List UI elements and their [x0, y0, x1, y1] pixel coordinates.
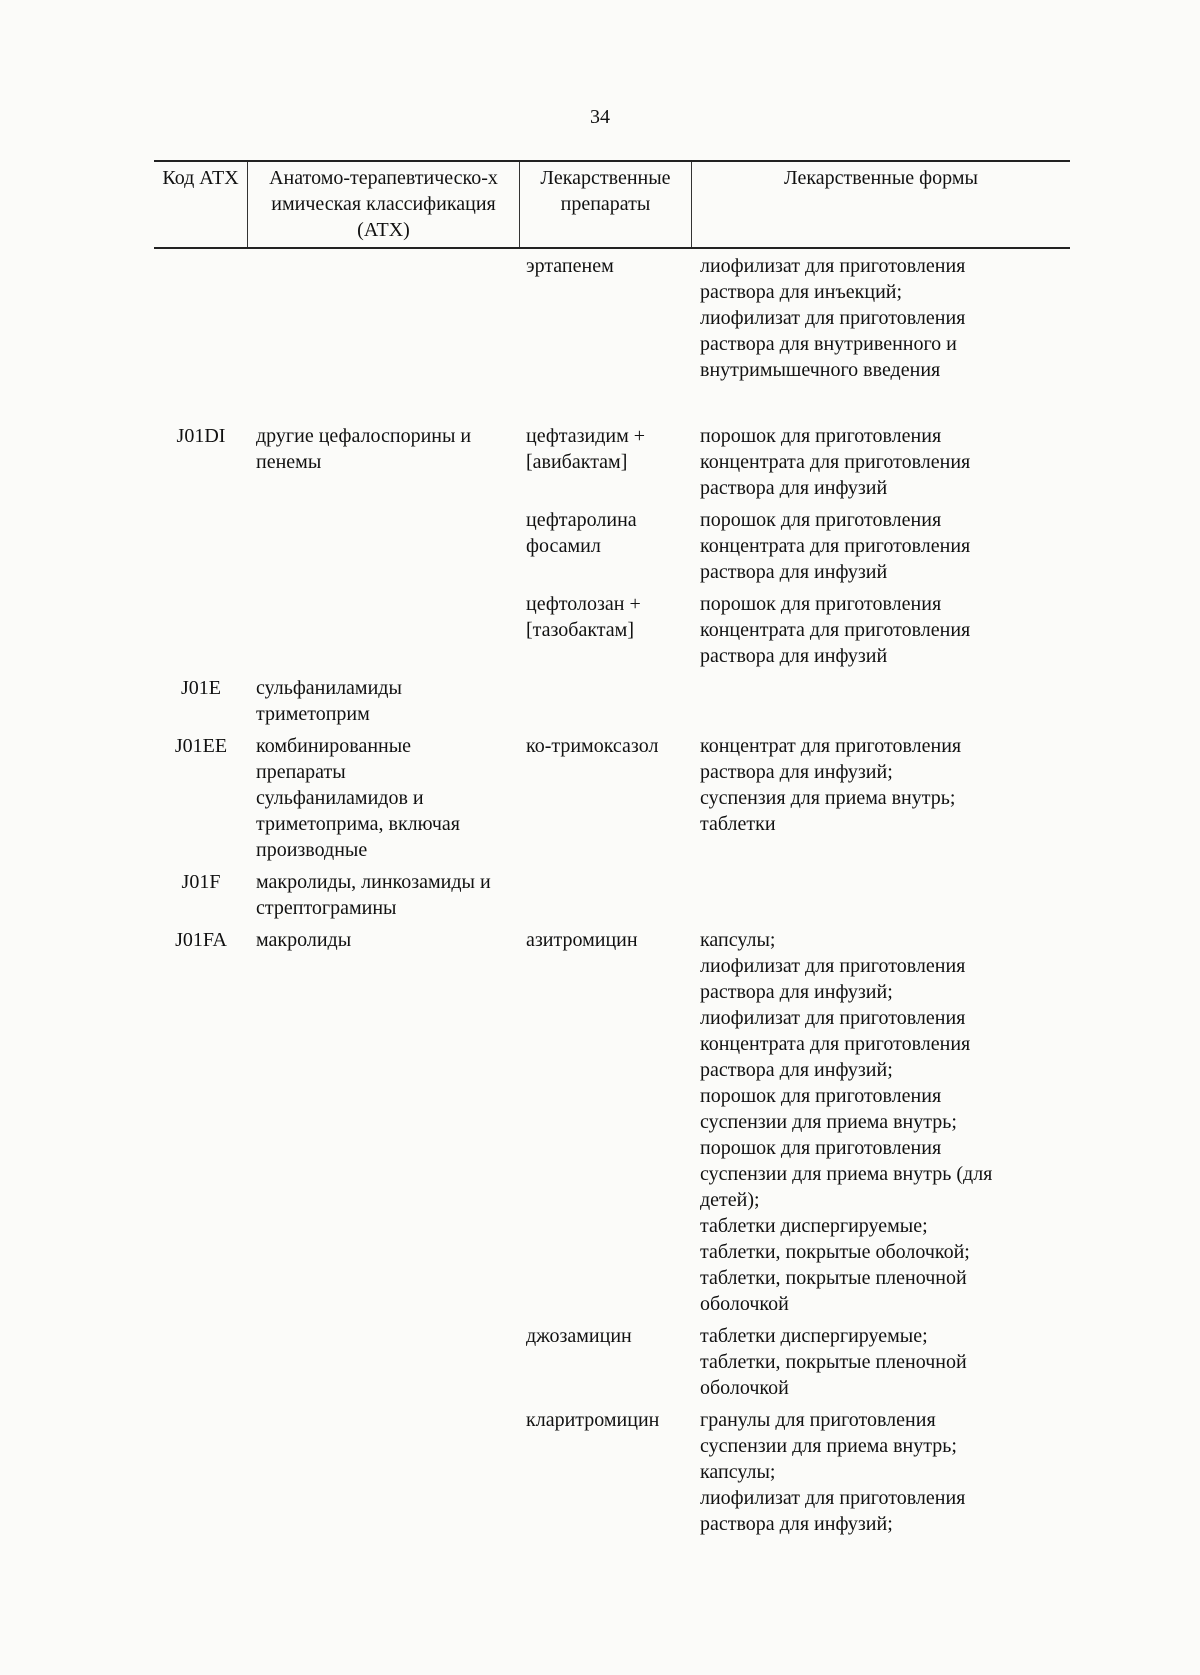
dosage-form-line: лиофилизат для приготовления — [700, 307, 966, 329]
drug-name-line: кларитромицин — [526, 1409, 660, 1431]
drug-entry — [520, 423, 1070, 501]
header-forms: Лекарственные формы — [784, 167, 978, 189]
classification-line: другие цефалоспорины и — [256, 425, 472, 447]
dosage-form-line: суспензия для приема внутрь; — [700, 787, 956, 809]
dosage-forms — [692, 1323, 1070, 1401]
table-row — [154, 927, 1070, 1537]
classification-line: производные — [256, 839, 368, 861]
page-number: 34 — [590, 106, 610, 128]
drug-name-line: цефтолозан + — [526, 593, 641, 615]
dosage-form-line: раствора для инфузий — [700, 645, 888, 667]
dosage-form-line: порошок для приготовления — [700, 1137, 942, 1159]
dosage-form-line: детей); — [700, 1189, 760, 1211]
dosage-form-line: оболочкой — [700, 1293, 789, 1315]
dosage-form-line: таблетки, покрытые пленочной — [700, 1267, 967, 1289]
dosage-form-line: лиофилизат для приготовления — [700, 955, 966, 977]
atc-classification — [248, 423, 520, 475]
atc-code: J01DI — [176, 425, 226, 447]
drug-name — [520, 1407, 692, 1537]
drug-group — [520, 733, 1070, 837]
drug-entry — [520, 1323, 1070, 1401]
header-classification-line: (АТХ) — [357, 219, 410, 241]
drug-group — [520, 423, 1070, 669]
drug-name-line: ко-тримоксазол — [526, 735, 659, 757]
table-header — [154, 160, 1070, 249]
dosage-form-line: капсулы; — [700, 1461, 776, 1483]
dosage-form-line: порошок для приготовления — [700, 593, 942, 615]
drug-name — [520, 1323, 692, 1401]
dosage-form-line: порошок для приготовления — [700, 425, 942, 447]
drug-name-line: азитромицин — [526, 929, 638, 951]
dosage-forms — [692, 423, 1070, 501]
classification-line: сульфаниламидов и — [256, 787, 424, 809]
drug-name — [520, 423, 692, 501]
drug-name-line: цефтазидим + — [526, 425, 646, 447]
drug-entry — [520, 1407, 1070, 1537]
dosage-form-line: суспензии для приема внутрь (для — [700, 1163, 993, 1185]
dosage-forms — [692, 1407, 1070, 1537]
drug-name-line: джозамицин — [526, 1325, 632, 1347]
atc-code: J01EE — [174, 735, 228, 757]
drug-name — [520, 733, 692, 837]
table-row — [154, 733, 1070, 863]
classification-line: триметоприм — [256, 703, 370, 725]
drug-entry — [520, 927, 1070, 1317]
dosage-forms — [692, 591, 1070, 669]
drug-name-line: [тазобактам] — [526, 619, 634, 641]
drug-entry — [520, 507, 1070, 585]
header-code: Код АТХ — [154, 162, 248, 247]
dosage-form-line: раствора для инфузий; — [700, 761, 893, 783]
dosage-form-line: внутримышечного введения — [700, 359, 941, 381]
dosage-form-line: порошок для приготовления — [700, 509, 942, 531]
drug-group — [520, 927, 1070, 1537]
dosage-form-line: оболочкой — [700, 1377, 789, 1399]
dosage-form-line: таблетки, покрытые пленочной — [700, 1351, 967, 1373]
dosage-form-line: раствора для инфузий; — [700, 1513, 893, 1535]
dosage-form-line: концентрата для приготовления — [700, 1033, 971, 1055]
classification-line: комбинированные — [256, 735, 412, 757]
atc-code: J01E — [181, 677, 221, 699]
drug-name — [520, 253, 692, 383]
atc-classification — [248, 675, 520, 727]
table-row — [154, 253, 1070, 383]
classification-line: триметоприма, включая — [256, 813, 460, 835]
header-classification — [248, 162, 520, 247]
classification-line: препараты — [256, 761, 346, 783]
drug-name — [520, 507, 692, 585]
dosage-form-line: лиофилизат для приготовления — [700, 1007, 966, 1029]
dosage-form-line: концентрата для приготовления — [700, 451, 971, 473]
dosage-form-line: гранулы для приготовления — [700, 1409, 936, 1431]
drug-entry — [520, 733, 1070, 837]
dosage-forms — [692, 733, 1070, 837]
table-row — [154, 869, 1070, 921]
dosage-form-line: порошок для приготовления — [700, 1085, 942, 1107]
dosage-form-line: лиофилизат для приготовления — [700, 255, 966, 277]
classification-line: макролиды — [256, 929, 352, 951]
dosage-form-line: концентрата для приготовления — [700, 619, 971, 641]
header-drugs-line: Лекарственные — [540, 167, 671, 189]
table-row — [154, 675, 1070, 727]
dosage-form-line: суспензии для приема внутрь; — [700, 1435, 957, 1457]
table-row — [154, 423, 1070, 669]
dosage-form-line: капсулы; — [700, 929, 776, 951]
atc-code: J01FA — [175, 929, 227, 951]
drug-name — [520, 927, 692, 1317]
header-drugs-line: препараты — [560, 193, 651, 215]
atc-code: J01F — [181, 871, 221, 893]
table-body — [154, 253, 1070, 1537]
classification-line: макролиды, линкозамиды и — [256, 871, 491, 893]
drug-group — [520, 253, 1070, 383]
dosage-forms — [692, 253, 1070, 383]
atc-classification — [248, 733, 520, 863]
classification-line: стрептограмины — [256, 897, 397, 919]
drug-entry — [520, 591, 1070, 669]
dosage-forms — [692, 927, 1070, 1317]
dosage-form-line: раствора для инфузий; — [700, 981, 893, 1003]
atc-classification — [248, 869, 520, 921]
dosage-form-line: таблетки — [700, 813, 776, 835]
classification-line: пенемы — [256, 451, 322, 473]
dosage-form-line: раствора для инфузий — [700, 561, 888, 583]
dosage-form-line: раствора для инъекций; — [700, 281, 903, 303]
atc-classification — [248, 927, 520, 953]
drug-name-line: цефтаролина — [526, 509, 637, 531]
dosage-form-line: концентрат для приготовления — [700, 735, 962, 757]
drug-name — [520, 591, 692, 669]
drug-name-line: фосамил — [526, 535, 601, 557]
dosage-form-line: лиофилизат для приготовления — [700, 1487, 966, 1509]
header-drugs — [520, 162, 692, 247]
dosage-form-line: раствора для внутривенного и — [700, 333, 957, 355]
dosage-form-line: раствора для инфузий — [700, 477, 888, 499]
header-classification-line: имическая классификация — [271, 193, 496, 215]
drug-entry — [520, 253, 1070, 383]
dosage-form-line: раствора для инфузий; — [700, 1059, 893, 1081]
drug-name-line: эртапенем — [526, 255, 614, 277]
dosage-form-line: концентрата для приготовления — [700, 535, 971, 557]
dosage-form-line: таблетки диспергируемые; — [700, 1215, 928, 1237]
drug-table — [154, 160, 1070, 1537]
drug-name-line: [авибактам] — [526, 451, 628, 473]
dosage-form-line: суспензии для приема внутрь; — [700, 1111, 957, 1133]
classification-line: сульфаниламиды — [256, 677, 402, 699]
dosage-form-line: таблетки диспергируемые; — [700, 1325, 928, 1347]
dosage-form-line: таблетки, покрытые оболочкой; — [700, 1241, 970, 1263]
header-classification-line: Анатомо-терапевтическо-х — [269, 167, 498, 189]
dosage-forms — [692, 507, 1070, 585]
